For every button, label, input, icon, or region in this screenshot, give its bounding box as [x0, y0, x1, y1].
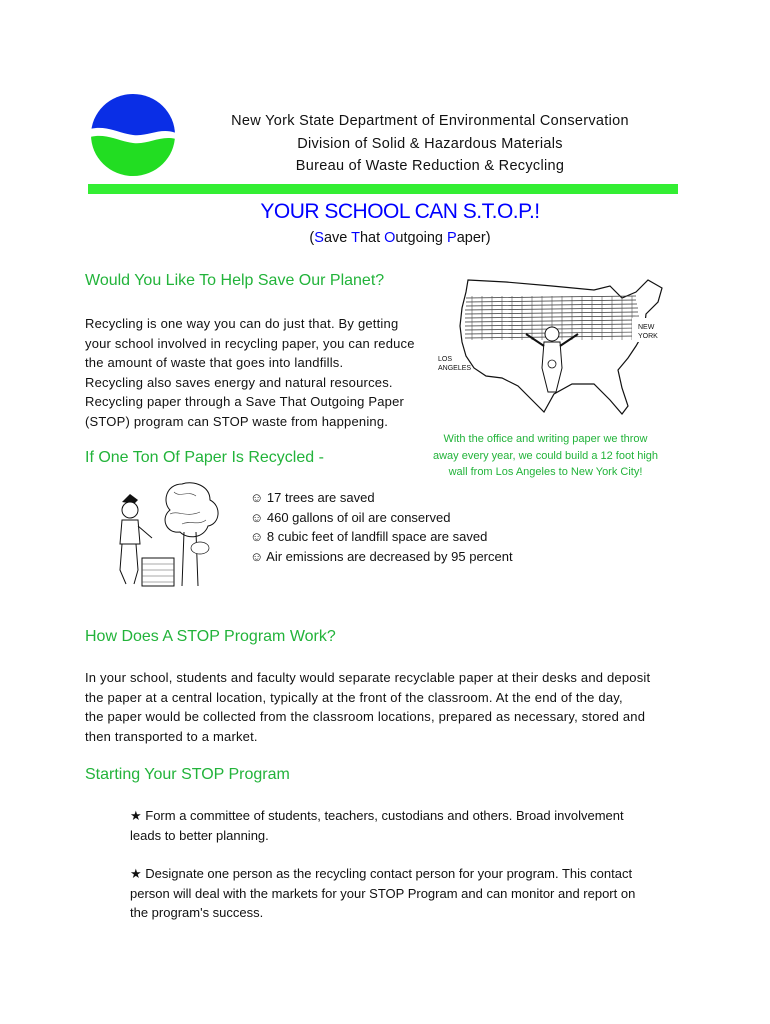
fact-trees: ☺ 17 trees are saved [250, 490, 375, 505]
header-line-1: New York State Department of Environmental Conservation [231, 113, 629, 129]
map-label-new: NEW [638, 324, 655, 331]
header-line-3: Bureau of Waste Reduction & Recycling [295, 158, 565, 174]
fact-oil: ☺ 460 gallons of oil are conserved [250, 509, 451, 525]
facts-list [250, 488, 513, 566]
fact-landfill: ☺ 8 cubic feet of landfill space are saved [250, 529, 488, 544]
header-line-2: Division of Solid & Hazardous Materials [297, 136, 563, 152]
dec-logo [90, 93, 176, 177]
us-paper-wall-map [432, 272, 672, 430]
bullet-form-committee: ★ Form a committee of students, teachers, custodians and others. Broad involvement leads to better planning. [130, 808, 624, 843]
intro-paragraph: Recycling is one way you can do just that. By getting your school involved in recycling paper, you can reduce the amount of waste that goes into landfills. Recycling also saves energy and natural resources. Recycling paper through a Save That Outgoing Paper (STOP) program can STOP waste from happening. [85, 316, 415, 429]
bullet-designate-contact: ★ Designate one person as the recycling contact person for your program. This contact person will deal with the markets for your STOP Program and can monitor and report on the program's success. [130, 866, 636, 920]
map-label-los: LOS [438, 356, 453, 363]
section-heading-one-ton: If One Ton Of Paper Is Recycled - [85, 449, 324, 466]
map-label-angeles: ANGELES [438, 365, 472, 372]
how-it-works-paragraph: In your school, students and faculty would separate recyclable paper at their desks and deposit the paper at a central location, typically at the front of the classroom. At the end of the day, the paper would be collected from the classroom locations, prepared as necessary, stored and then transported to a market. [85, 670, 651, 744]
child-and-tree-illustration [108, 480, 224, 592]
page-title: YOUR SCHOOL CAN S.T.O.P.! [260, 200, 540, 223]
header-divider [88, 184, 678, 194]
map-caption: With the office and writing paper we throw away every year, we could build a 12 foot high wall from Los Angeles to New York City! [432, 433, 659, 478]
section-heading-starting: Starting Your STOP Program [85, 766, 290, 783]
fact-air: ☺ Air emissions are decreased by 95 percent [250, 548, 513, 564]
section-heading-save-planet: Would You Like To Help Save Our Planet? [85, 272, 385, 289]
page-subtitle: (Save That Outgoing Paper) [309, 230, 491, 246]
section-heading-how-it-works: How Does A STOP Program Work? [85, 628, 336, 645]
map-label-york: YORK [638, 333, 658, 340]
